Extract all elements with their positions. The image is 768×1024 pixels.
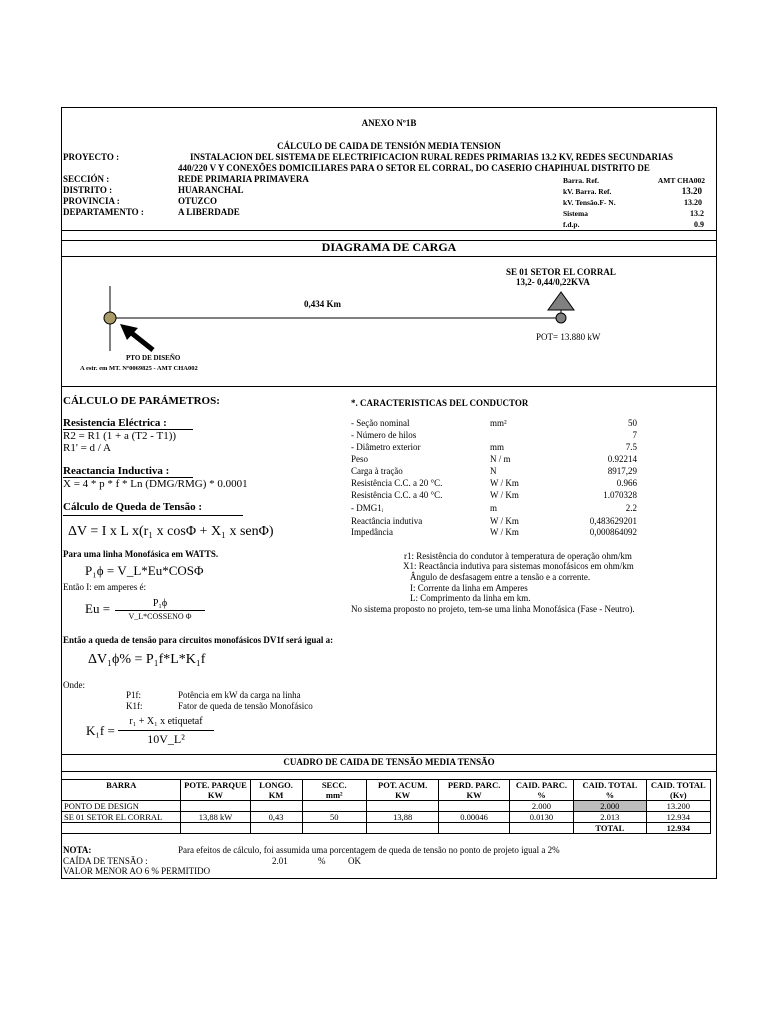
table-header-cell	[302, 780, 366, 801]
proyecto-value-2: 440/220 V Y CONEXÕES DOMICILIARES PARA O SETOR EL CORRAL, DO CASERIO CHAPIHUAL DISTRITO DE	[178, 163, 650, 173]
conductor-note: X1: Reactância indutiva para sistemas monofásicos em ohm/km	[403, 561, 634, 571]
distance-label: 0,434 Km	[304, 299, 341, 309]
resistencia-title: Resistencia Eléctrica :	[63, 417, 193, 430]
table-row	[62, 801, 711, 812]
table-header-label: CAID. PARC.	[515, 780, 567, 790]
voltage-drop-table	[61, 779, 711, 834]
mono-title: Para uma linha Monofásica em WATTS.	[63, 549, 219, 559]
table-title: CUADRO DE CAIDA DE TENSÃO MEDIA TENSÃO	[283, 757, 495, 767]
table-cell: PONTO DE DESIGN	[62, 801, 181, 812]
table-header-label: BARRA	[106, 780, 137, 790]
substation-node	[556, 313, 566, 323]
table-cell: 2.013	[574, 812, 646, 823]
table-cell	[366, 801, 438, 812]
ref-sistema-value: 13.2	[690, 209, 704, 218]
conductor-prop-value: 7.5	[625, 442, 637, 452]
page-title: CÁLCULO DE CAIDA DE TENSIÓN MEDIA TENSION	[277, 141, 501, 151]
ref-kv-value: 13.20	[681, 186, 702, 196]
queda-mono-text: Então a queda de tensão para circuitos monofásicos DV1f será igual a:	[63, 635, 334, 645]
load-diagram	[61, 256, 717, 386]
table-cell	[302, 823, 366, 834]
seccion-value: REDE PRIMARIA PRIMAVERA	[178, 174, 309, 184]
se-label: SE 01 SETOR EL CORRAL	[506, 267, 616, 277]
conductor-prop-name: - Seção nominal	[351, 418, 410, 428]
departamento-label: DEPARTAMENTO :	[63, 207, 144, 217]
table-header-unit: (Kv)	[670, 790, 687, 800]
pto-label: PTO DE DISEÑO	[126, 354, 181, 362]
table-cell: TOTAL	[574, 823, 646, 834]
table-cell	[302, 801, 366, 812]
table-cell	[181, 801, 250, 812]
conductor-prop-unit: mm²	[490, 418, 507, 428]
table-header-cell	[574, 780, 646, 801]
conductor-prop-name: Resistência C.C. a 40 °C.	[351, 490, 443, 500]
table-header-label: POTE. PARQUE	[184, 780, 247, 790]
k1f-label: K1f:	[126, 701, 143, 711]
nota-label: NOTA:	[63, 845, 92, 855]
conductor-note: r1: Resistência do condutor à temperatura de operação ohm/km	[404, 551, 632, 561]
conductor-prop-value: 7	[632, 430, 637, 440]
table-header-cell	[181, 780, 250, 801]
k-lhs: K₁f =	[86, 723, 115, 738]
eu-numerator: P₁ϕ	[152, 598, 168, 609]
pot-label: POT= 13.880 kW	[536, 332, 601, 342]
table-header-unit: KW	[466, 790, 482, 800]
ref-barra-value: AMT CHA002	[657, 176, 705, 185]
k-numerator: r₁ + X₁ x etiquetaf	[129, 716, 203, 727]
fraction-bar	[118, 730, 214, 731]
ref-tensao-label: kV. Tensão.F- N.	[563, 198, 616, 207]
departamento-value: A LIBERDADE	[178, 207, 240, 217]
conductor-prop-unit: W / Km	[490, 516, 519, 526]
dv-formula: ΔV₁ϕ% = P₁f*L*K₁f	[88, 652, 206, 667]
table-cell: 13,88 kW	[181, 812, 250, 823]
resistencia-formula-2: R1' = d / A	[63, 442, 111, 454]
conductor-prop-value: 8917,29	[607, 466, 637, 476]
proyecto-label: PROYECTO :	[63, 152, 120, 162]
ref-barra-label: Barra. Ref.	[563, 176, 600, 185]
divider	[61, 386, 717, 387]
table-header-unit: %	[605, 790, 615, 800]
conductor-prop-value: 1.070328	[603, 490, 637, 500]
conductor-prop-name: - Número de hilos	[351, 430, 417, 440]
conductor-prop-unit: W / Km	[490, 490, 519, 500]
table-cell	[509, 823, 573, 834]
mono-formula: P₁ϕ = V_L*Eu*COSΦ	[85, 563, 204, 578]
conductor-prop-value: 0.966	[616, 478, 637, 488]
caida-value: 2.01	[272, 856, 288, 866]
conductor-prop-unit: W / Km	[490, 527, 519, 537]
proyecto-value-1: INSTALACION DEL SISTEMA DE ELECTRIFICACION RURAL REDES PRIMARIAS 13.2 KV, REDES SECUNDARIAS	[190, 152, 674, 162]
ref-kv-label: kV. Barra. Ref.	[563, 187, 612, 196]
table-header-unit: %	[537, 790, 546, 800]
conductor-prop-name: Carga à tração	[351, 466, 403, 476]
table-cell	[250, 801, 302, 812]
table-cell: 2.000	[574, 801, 646, 812]
table-cell: 50	[302, 812, 366, 823]
conductor-note: No sistema proposto no projeto, tem-se uma linha Monofásica (Fase - Neutro).	[351, 604, 635, 614]
k-denominator: 10V_L²	[147, 732, 185, 746]
eu-denominator: V_L*COSSENO Φ	[128, 612, 192, 621]
entao-text: Então I: em amperes é:	[63, 582, 146, 592]
table-header-cell	[62, 780, 181, 801]
conductor-prop-value: 50	[628, 418, 637, 428]
table-cell	[250, 823, 302, 834]
queda-formula: ΔV = I x L x(r₁ x cosΦ + X₁ x senΦ)	[68, 524, 274, 539]
table-header-cell	[439, 780, 509, 801]
ref-tensao-value: 13.20	[684, 198, 702, 207]
ref-sistema-label: Sistema	[563, 209, 588, 218]
p1f-desc: Potência em kW da carga na linha	[178, 690, 301, 700]
annex-label: ANEXO Nº1B	[361, 118, 417, 128]
conductor-note: I: Corrente da linha em Amperes	[410, 583, 528, 593]
reactancia-formula: X = 4 * p * f * Ln (DMG/RMG) * 0.0001	[63, 478, 248, 490]
conductor-prop-name: Peso	[351, 454, 369, 464]
table-header-label: CAID. TOTAL	[650, 780, 706, 790]
ref-fdp-label: f.d.p.	[563, 220, 580, 229]
conductor-prop-name: Resistência C.C. a 20 °C.	[351, 478, 443, 488]
conductor-prop-unit: N	[490, 466, 497, 476]
seccion-label: SECCIÓN :	[63, 174, 110, 184]
table-row	[62, 812, 711, 823]
conductor-prop-value: 0.92214	[607, 454, 637, 464]
table-cell: 13.200	[646, 801, 710, 812]
caida-label: CAÍDA DE TENSÃO :	[63, 856, 148, 866]
table-header-cell	[250, 780, 302, 801]
conductor-note: Ângulo de desfasagem entre a tensão e a corrente.	[410, 572, 591, 582]
conductor-prop-unit: mm	[490, 442, 505, 452]
conductor-title: *. CARACTERISTICAS DEL CONDUCTOR	[351, 398, 529, 408]
provincia-label: PROVINCIA :	[63, 196, 120, 206]
table-cell	[62, 823, 181, 834]
table-header-label: SECC.	[321, 780, 347, 790]
conductor-prop-unit: m	[490, 503, 498, 513]
conductor-note: L: Comprimento da linha em km.	[410, 593, 531, 603]
caida-unit: %	[318, 856, 326, 866]
resistencia-formula-1: R2 = R1 (1 + a (T2 - T1))	[63, 430, 177, 442]
distrito-value: HUARANCHAL	[178, 185, 244, 195]
table-cell	[366, 823, 438, 834]
valor-text: VALOR MENOR AO 6 % PERMITIDO	[63, 866, 211, 876]
se-sublabel: 13,2- 0,44/0,22KVA	[516, 277, 590, 287]
table-cell: 13,88	[366, 812, 438, 823]
conductor-prop-unit: W / Km	[490, 478, 519, 488]
origin-node	[104, 312, 116, 324]
table-header-label: PERD. PARC.	[447, 780, 501, 790]
table-header-cell	[509, 780, 573, 801]
table-cell: 2.000	[509, 801, 573, 812]
k1f-desc: Fator de queda de tensão Monofásico	[178, 701, 313, 711]
queda-title: Cálculo de Queda de Tensão :	[63, 501, 243, 516]
distrito-label: DISTRITO :	[63, 185, 113, 195]
diagram-title: DIAGRAMA DE CARGA	[321, 240, 457, 254]
conductor-prop-unit: N / m	[490, 454, 511, 464]
pto-sublabel: A estr. em MT. Nº0069825 - AMT CHA002	[80, 365, 198, 372]
conductor-prop-name: Impedância	[351, 527, 393, 537]
table-header-label: POT. ACUM.	[378, 780, 428, 790]
conductor-prop-name: Reactância indutiva	[351, 516, 423, 526]
conductor-prop-name: - DMG1ᵢ	[351, 503, 384, 513]
conductor-prop-name: - Diâmetro exterior	[351, 442, 421, 452]
table-row	[62, 823, 711, 834]
table-cell: 12.934	[646, 812, 710, 823]
divider	[61, 230, 717, 231]
conductor-prop-value: 0,000864092	[589, 527, 637, 537]
table-header-unit: KM	[268, 790, 284, 800]
table-header-unit: mm²	[325, 790, 343, 800]
table-cell: 0.00046	[439, 812, 509, 823]
table-header-unit: KW	[207, 790, 224, 800]
table-header-row	[62, 780, 711, 801]
conductor-prop-value: 2.2	[625, 503, 637, 513]
caida-ok: OK	[348, 856, 361, 866]
table-cell	[439, 823, 509, 834]
table-cell	[439, 801, 509, 812]
table-cell	[181, 823, 250, 834]
divider	[61, 771, 717, 772]
params-title: CÁLCULO DE PARÁMETROS:	[63, 395, 220, 407]
substation-icon	[548, 292, 574, 310]
table-header-label: LONGO.	[259, 780, 293, 790]
fraction-bar	[115, 610, 205, 611]
conductor-prop-value: 0,483629201	[589, 516, 637, 526]
table-cell: 12.934	[646, 823, 710, 834]
eu-lhs: Eu =	[85, 601, 111, 616]
table-header-cell	[646, 780, 710, 801]
p1f-label: P1f:	[126, 690, 142, 700]
divider	[61, 754, 717, 755]
table-header-label: CAID. TOTAL	[582, 780, 638, 790]
table-cell: 0,43	[250, 812, 302, 823]
nota-text: Para efeitos de cálculo, foi assumida uma porcentagem de queda de tensão no ponto de projeto igual a 2%	[178, 845, 560, 855]
ref-fdp-value: 0.9	[694, 220, 704, 229]
table-header-cell	[366, 780, 438, 801]
table-cell: 0.0130	[509, 812, 573, 823]
provincia-value: OTUZCO	[178, 196, 218, 206]
table-cell: SE 01 SETOR EL CORRAL	[62, 812, 181, 823]
reactancia-title: Reactancia Inductiva :	[63, 465, 193, 478]
onde-label: Onde:	[63, 680, 85, 690]
table-header-unit: KW	[395, 790, 411, 800]
